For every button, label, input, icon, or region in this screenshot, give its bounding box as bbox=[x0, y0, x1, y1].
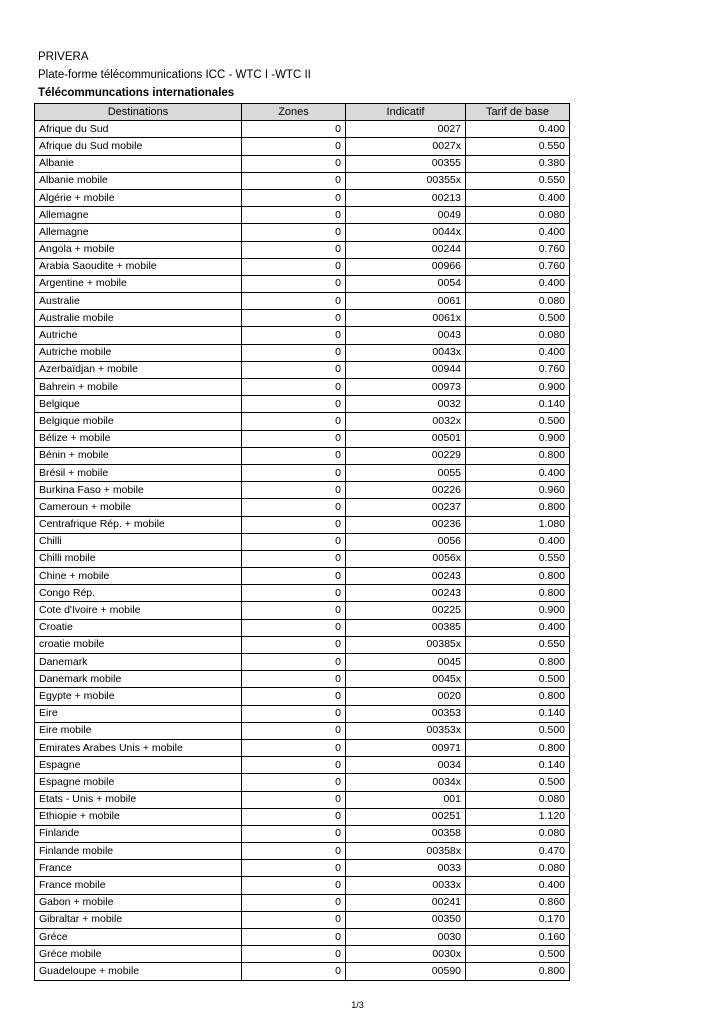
destination-cell: Danemark mobile bbox=[35, 671, 242, 688]
tarif-cell: 0.500 bbox=[466, 722, 570, 739]
table-row bbox=[35, 705, 570, 722]
indicatif-cell: 00353 bbox=[346, 705, 466, 722]
table-row bbox=[35, 447, 570, 464]
destination-cell: Bénin + mobile bbox=[35, 447, 242, 464]
indicatif-cell: 0061x bbox=[346, 310, 466, 327]
table-row bbox=[35, 602, 570, 619]
tarif-cell: 0.400 bbox=[466, 189, 570, 206]
table-row bbox=[35, 877, 570, 894]
indicatif-cell: 00944 bbox=[346, 361, 466, 378]
destination-cell: Chilli bbox=[35, 533, 242, 550]
zone-cell: 0 bbox=[242, 207, 346, 224]
table-row bbox=[35, 293, 570, 310]
tarif-cell: 1.120 bbox=[466, 808, 570, 825]
zone-cell: 0 bbox=[242, 585, 346, 602]
zone-cell: 0 bbox=[242, 327, 346, 344]
zone-cell: 0 bbox=[242, 877, 346, 894]
destination-cell: Gréce mobile bbox=[35, 946, 242, 963]
tarif-cell: 0.400 bbox=[466, 121, 570, 138]
table-row bbox=[35, 963, 570, 980]
zone-cell: 0 bbox=[242, 602, 346, 619]
tarif-cell: 0.800 bbox=[466, 963, 570, 980]
zone-cell: 0 bbox=[242, 568, 346, 585]
destination-cell: Belgique mobile bbox=[35, 413, 242, 430]
company-name: PRIVERA bbox=[38, 51, 89, 63]
tariff-table bbox=[34, 103, 570, 981]
table-row bbox=[35, 808, 570, 825]
indicatif-cell: 00385 bbox=[346, 619, 466, 636]
table-row bbox=[35, 189, 570, 206]
tarif-cell: 0.800 bbox=[466, 739, 570, 756]
tarif-cell: 0.170 bbox=[466, 911, 570, 928]
destination-cell: France bbox=[35, 860, 242, 877]
indicatif-cell: 00229 bbox=[346, 447, 466, 464]
tarif-cell: 1.080 bbox=[466, 516, 570, 533]
table-row bbox=[35, 636, 570, 653]
tarif-cell: 0.080 bbox=[466, 293, 570, 310]
table-row bbox=[35, 499, 570, 516]
table-row bbox=[35, 430, 570, 447]
table-row bbox=[35, 654, 570, 671]
table-row bbox=[35, 843, 570, 860]
zone-cell: 0 bbox=[242, 808, 346, 825]
zone-cell: 0 bbox=[242, 413, 346, 430]
tarif-cell: 0.080 bbox=[466, 207, 570, 224]
destination-cell: croatie mobile bbox=[35, 636, 242, 653]
indicatif-cell: 00243 bbox=[346, 585, 466, 602]
destination-cell: Australie mobile bbox=[35, 310, 242, 327]
table-row bbox=[35, 361, 570, 378]
table-row bbox=[35, 585, 570, 602]
indicatif-cell: 0049 bbox=[346, 207, 466, 224]
destination-cell: Arabia Saoudite + mobile bbox=[35, 258, 242, 275]
tarif-cell: 0.400 bbox=[466, 275, 570, 292]
table-row bbox=[35, 482, 570, 499]
destination-cell: Danemark bbox=[35, 654, 242, 671]
destination-cell: Allemagne bbox=[35, 224, 242, 241]
destination-cell: Espagne mobile bbox=[35, 774, 242, 791]
page-number: 1/3 bbox=[351, 1000, 364, 1010]
zone-cell: 0 bbox=[242, 929, 346, 946]
indicatif-cell: 0056x bbox=[346, 550, 466, 567]
destination-cell: Congo Rép. bbox=[35, 585, 242, 602]
tarif-cell: 0.400 bbox=[466, 619, 570, 636]
platform-title: Plate-forme télécommunications ICC - WTC I -WTC II bbox=[38, 69, 311, 81]
destination-cell: Angola + mobile bbox=[35, 241, 242, 258]
destination-cell: Chilli mobile bbox=[35, 550, 242, 567]
tarif-cell: 0.550 bbox=[466, 636, 570, 653]
destination-cell: Finlande bbox=[35, 825, 242, 842]
zone-cell: 0 bbox=[242, 499, 346, 516]
zone-cell: 0 bbox=[242, 172, 346, 189]
zone-cell: 0 bbox=[242, 722, 346, 739]
indicatif-cell: 0043x bbox=[346, 344, 466, 361]
tarif-cell: 0.500 bbox=[466, 774, 570, 791]
zone-cell: 0 bbox=[242, 275, 346, 292]
indicatif-cell: 0032x bbox=[346, 413, 466, 430]
destination-cell: Afrique du Sud bbox=[35, 121, 242, 138]
tarif-cell: 0.800 bbox=[466, 568, 570, 585]
zone-cell: 0 bbox=[242, 791, 346, 808]
zone-cell: 0 bbox=[242, 774, 346, 791]
indicatif-cell: 00244 bbox=[346, 241, 466, 258]
table-row bbox=[35, 275, 570, 292]
indicatif-cell: 0033 bbox=[346, 860, 466, 877]
indicatif-cell: 00237 bbox=[346, 499, 466, 516]
table-row bbox=[35, 791, 570, 808]
zone-cell: 0 bbox=[242, 894, 346, 911]
column-header-indicatif: Indicatif bbox=[346, 104, 466, 121]
tarif-cell: 0.550 bbox=[466, 172, 570, 189]
destination-cell: Bélize + mobile bbox=[35, 430, 242, 447]
zone-cell: 0 bbox=[242, 224, 346, 241]
tarif-cell: 0.800 bbox=[466, 585, 570, 602]
column-header-tarif: Tarif de base bbox=[466, 104, 570, 121]
zone-cell: 0 bbox=[242, 911, 346, 928]
destination-cell: Albanie bbox=[35, 155, 242, 172]
table-row bbox=[35, 688, 570, 705]
indicatif-cell: 0045x bbox=[346, 671, 466, 688]
tarif-cell: 0.760 bbox=[466, 258, 570, 275]
indicatif-cell: 00590 bbox=[346, 963, 466, 980]
table-row bbox=[35, 739, 570, 756]
tarif-cell: 0.550 bbox=[466, 550, 570, 567]
tarif-cell: 0.080 bbox=[466, 791, 570, 808]
destination-cell: Croatie bbox=[35, 619, 242, 636]
table-row bbox=[35, 860, 570, 877]
tarif-cell: 0.140 bbox=[466, 396, 570, 413]
destination-cell: Egypte + mobile bbox=[35, 688, 242, 705]
indicatif-cell: 0043 bbox=[346, 327, 466, 344]
destination-cell: Etats - Unis + mobile bbox=[35, 791, 242, 808]
table-row bbox=[35, 310, 570, 327]
zone-cell: 0 bbox=[242, 636, 346, 653]
section-title: Télécommuncations internationales bbox=[38, 87, 235, 99]
destination-cell: Gréce bbox=[35, 929, 242, 946]
zone-cell: 0 bbox=[242, 379, 346, 396]
indicatif-cell: 00358x bbox=[346, 843, 466, 860]
indicatif-cell: 00226 bbox=[346, 482, 466, 499]
zone-cell: 0 bbox=[242, 121, 346, 138]
tarif-cell: 0.500 bbox=[466, 310, 570, 327]
table-row bbox=[35, 413, 570, 430]
tarif-cell: 0.470 bbox=[466, 843, 570, 860]
tarif-cell: 0.800 bbox=[466, 688, 570, 705]
table-row bbox=[35, 516, 570, 533]
indicatif-cell: 00355 bbox=[346, 155, 466, 172]
zone-cell: 0 bbox=[242, 739, 346, 756]
destination-cell: Burkina Faso + mobile bbox=[35, 482, 242, 499]
table-row bbox=[35, 138, 570, 155]
indicatif-cell: 0033x bbox=[346, 877, 466, 894]
tarif-cell: 0.800 bbox=[466, 447, 570, 464]
indicatif-cell: 00355x bbox=[346, 172, 466, 189]
tarif-cell: 0.140 bbox=[466, 757, 570, 774]
zone-cell: 0 bbox=[242, 654, 346, 671]
zone-cell: 0 bbox=[242, 860, 346, 877]
indicatif-cell: 00241 bbox=[346, 894, 466, 911]
zone-cell: 0 bbox=[242, 688, 346, 705]
destination-cell: Gibraltar + mobile bbox=[35, 911, 242, 928]
indicatif-cell: 00236 bbox=[346, 516, 466, 533]
tarif-cell: 0.800 bbox=[466, 654, 570, 671]
destination-cell: Cameroun + mobile bbox=[35, 499, 242, 516]
tarif-cell: 0.380 bbox=[466, 155, 570, 172]
zone-cell: 0 bbox=[242, 619, 346, 636]
table-row bbox=[35, 568, 570, 585]
indicatif-cell: 00213 bbox=[346, 189, 466, 206]
zone-cell: 0 bbox=[242, 757, 346, 774]
indicatif-cell: 0027 bbox=[346, 121, 466, 138]
indicatif-cell: 00243 bbox=[346, 568, 466, 585]
destination-cell: Autriche bbox=[35, 327, 242, 344]
tarif-cell: 0.500 bbox=[466, 671, 570, 688]
tarif-cell: 0.400 bbox=[466, 224, 570, 241]
destination-cell: Allemagne bbox=[35, 207, 242, 224]
destination-cell: Bahrein + mobile bbox=[35, 379, 242, 396]
destination-cell: France mobile bbox=[35, 877, 242, 894]
destination-cell: Albanie mobile bbox=[35, 172, 242, 189]
table-row bbox=[35, 894, 570, 911]
tarif-cell: 0.760 bbox=[466, 241, 570, 258]
destination-cell: Gabon + mobile bbox=[35, 894, 242, 911]
table-row bbox=[35, 929, 570, 946]
table-row bbox=[35, 774, 570, 791]
table-body bbox=[35, 121, 570, 980]
zone-cell: 0 bbox=[242, 705, 346, 722]
tarif-cell: 0.080 bbox=[466, 825, 570, 842]
destination-cell: Guadeloupe + mobile bbox=[35, 963, 242, 980]
tarif-cell: 0.080 bbox=[466, 860, 570, 877]
destination-cell: Emirates Arabes Unis + mobile bbox=[35, 739, 242, 756]
table-row bbox=[35, 224, 570, 241]
table-row bbox=[35, 757, 570, 774]
zone-cell: 0 bbox=[242, 138, 346, 155]
zone-cell: 0 bbox=[242, 396, 346, 413]
tarif-cell: 0.080 bbox=[466, 327, 570, 344]
indicatif-cell: 0027x bbox=[346, 138, 466, 155]
table-row bbox=[35, 619, 570, 636]
indicatif-cell: 00501 bbox=[346, 430, 466, 447]
zone-cell: 0 bbox=[242, 293, 346, 310]
zone-cell: 0 bbox=[242, 241, 346, 258]
zone-cell: 0 bbox=[242, 671, 346, 688]
indicatif-cell: 0056 bbox=[346, 533, 466, 550]
tarif-cell: 0.760 bbox=[466, 361, 570, 378]
tarif-cell: 0.500 bbox=[466, 946, 570, 963]
tarif-cell: 0.140 bbox=[466, 705, 570, 722]
table-row bbox=[35, 550, 570, 567]
indicatif-cell: 00350 bbox=[346, 911, 466, 928]
zone-cell: 0 bbox=[242, 430, 346, 447]
tarif-cell: 0.400 bbox=[466, 464, 570, 481]
destination-cell: Azerbaïdjan + mobile bbox=[35, 361, 242, 378]
destination-cell: Autriche mobile bbox=[35, 344, 242, 361]
zone-cell: 0 bbox=[242, 464, 346, 481]
zone-cell: 0 bbox=[242, 258, 346, 275]
indicatif-cell: 0034x bbox=[346, 774, 466, 791]
table-row bbox=[35, 464, 570, 481]
zone-cell: 0 bbox=[242, 310, 346, 327]
table-row bbox=[35, 155, 570, 172]
indicatif-cell: 00251 bbox=[346, 808, 466, 825]
zone-cell: 0 bbox=[242, 963, 346, 980]
destination-cell: Australie bbox=[35, 293, 242, 310]
tarif-cell: 0.400 bbox=[466, 533, 570, 550]
zone-cell: 0 bbox=[242, 550, 346, 567]
tarif-cell: 0.400 bbox=[466, 344, 570, 361]
destination-cell: Ethiopie + mobile bbox=[35, 808, 242, 825]
indicatif-cell: 0030 bbox=[346, 929, 466, 946]
tarif-cell: 0.900 bbox=[466, 379, 570, 396]
destination-cell: Argentine + mobile bbox=[35, 275, 242, 292]
indicatif-cell: 0044x bbox=[346, 224, 466, 241]
destination-cell: Brésil + mobile bbox=[35, 464, 242, 481]
tarif-cell: 0.860 bbox=[466, 894, 570, 911]
table-header-row bbox=[35, 104, 570, 121]
indicatif-cell: 0045 bbox=[346, 654, 466, 671]
table-row bbox=[35, 671, 570, 688]
indicatif-cell: 00353x bbox=[346, 722, 466, 739]
destination-cell: Cote d'Ivoire + mobile bbox=[35, 602, 242, 619]
tarif-cell: 0.900 bbox=[466, 430, 570, 447]
indicatif-cell: 0061 bbox=[346, 293, 466, 310]
indicatif-cell: 00966 bbox=[346, 258, 466, 275]
table-row bbox=[35, 825, 570, 842]
column-header-destinations: Destinations bbox=[35, 104, 242, 121]
table-row bbox=[35, 396, 570, 413]
indicatif-cell: 0055 bbox=[346, 464, 466, 481]
indicatif-cell: 0030x bbox=[346, 946, 466, 963]
table-row bbox=[35, 207, 570, 224]
zone-cell: 0 bbox=[242, 155, 346, 172]
zone-cell: 0 bbox=[242, 825, 346, 842]
destination-cell: Belgique bbox=[35, 396, 242, 413]
zone-cell: 0 bbox=[242, 516, 346, 533]
table-row bbox=[35, 172, 570, 189]
zone-cell: 0 bbox=[242, 344, 346, 361]
destination-cell: Eire mobile bbox=[35, 722, 242, 739]
zone-cell: 0 bbox=[242, 843, 346, 860]
indicatif-cell: 0020 bbox=[346, 688, 466, 705]
table-row bbox=[35, 344, 570, 361]
indicatif-cell: 00225 bbox=[346, 602, 466, 619]
table-row bbox=[35, 946, 570, 963]
table-row bbox=[35, 241, 570, 258]
destination-cell: Eire bbox=[35, 705, 242, 722]
tarif-cell: 0.550 bbox=[466, 138, 570, 155]
destination-cell: Centrafrique Rép. + mobile bbox=[35, 516, 242, 533]
table-row bbox=[35, 533, 570, 550]
zone-cell: 0 bbox=[242, 533, 346, 550]
destination-cell: Espagne bbox=[35, 757, 242, 774]
indicatif-cell: 0032 bbox=[346, 396, 466, 413]
destination-cell: Chine + mobile bbox=[35, 568, 242, 585]
table-row bbox=[35, 121, 570, 138]
destination-cell: Afrique du Sud mobile bbox=[35, 138, 242, 155]
table-row bbox=[35, 258, 570, 275]
indicatif-cell: 001 bbox=[346, 791, 466, 808]
indicatif-cell: 0054 bbox=[346, 275, 466, 292]
zone-cell: 0 bbox=[242, 189, 346, 206]
tarif-cell: 0.900 bbox=[466, 602, 570, 619]
indicatif-cell: 00973 bbox=[346, 379, 466, 396]
tarif-cell: 0.960 bbox=[466, 482, 570, 499]
tarif-cell: 0.160 bbox=[466, 929, 570, 946]
tarif-cell: 0.500 bbox=[466, 413, 570, 430]
zone-cell: 0 bbox=[242, 946, 346, 963]
destination-cell: Finlande mobile bbox=[35, 843, 242, 860]
tarif-cell: 0.800 bbox=[466, 499, 570, 516]
indicatif-cell: 00971 bbox=[346, 739, 466, 756]
zone-cell: 0 bbox=[242, 482, 346, 499]
zone-cell: 0 bbox=[242, 361, 346, 378]
tarif-cell: 0.400 bbox=[466, 877, 570, 894]
indicatif-cell: 00385x bbox=[346, 636, 466, 653]
table-row bbox=[35, 911, 570, 928]
destination-cell: Algérie + mobile bbox=[35, 189, 242, 206]
table-row bbox=[35, 327, 570, 344]
indicatif-cell: 0034 bbox=[346, 757, 466, 774]
table-row bbox=[35, 722, 570, 739]
zone-cell: 0 bbox=[242, 447, 346, 464]
column-header-zones: Zones bbox=[242, 104, 346, 121]
indicatif-cell: 00358 bbox=[346, 825, 466, 842]
table-row bbox=[35, 379, 570, 396]
